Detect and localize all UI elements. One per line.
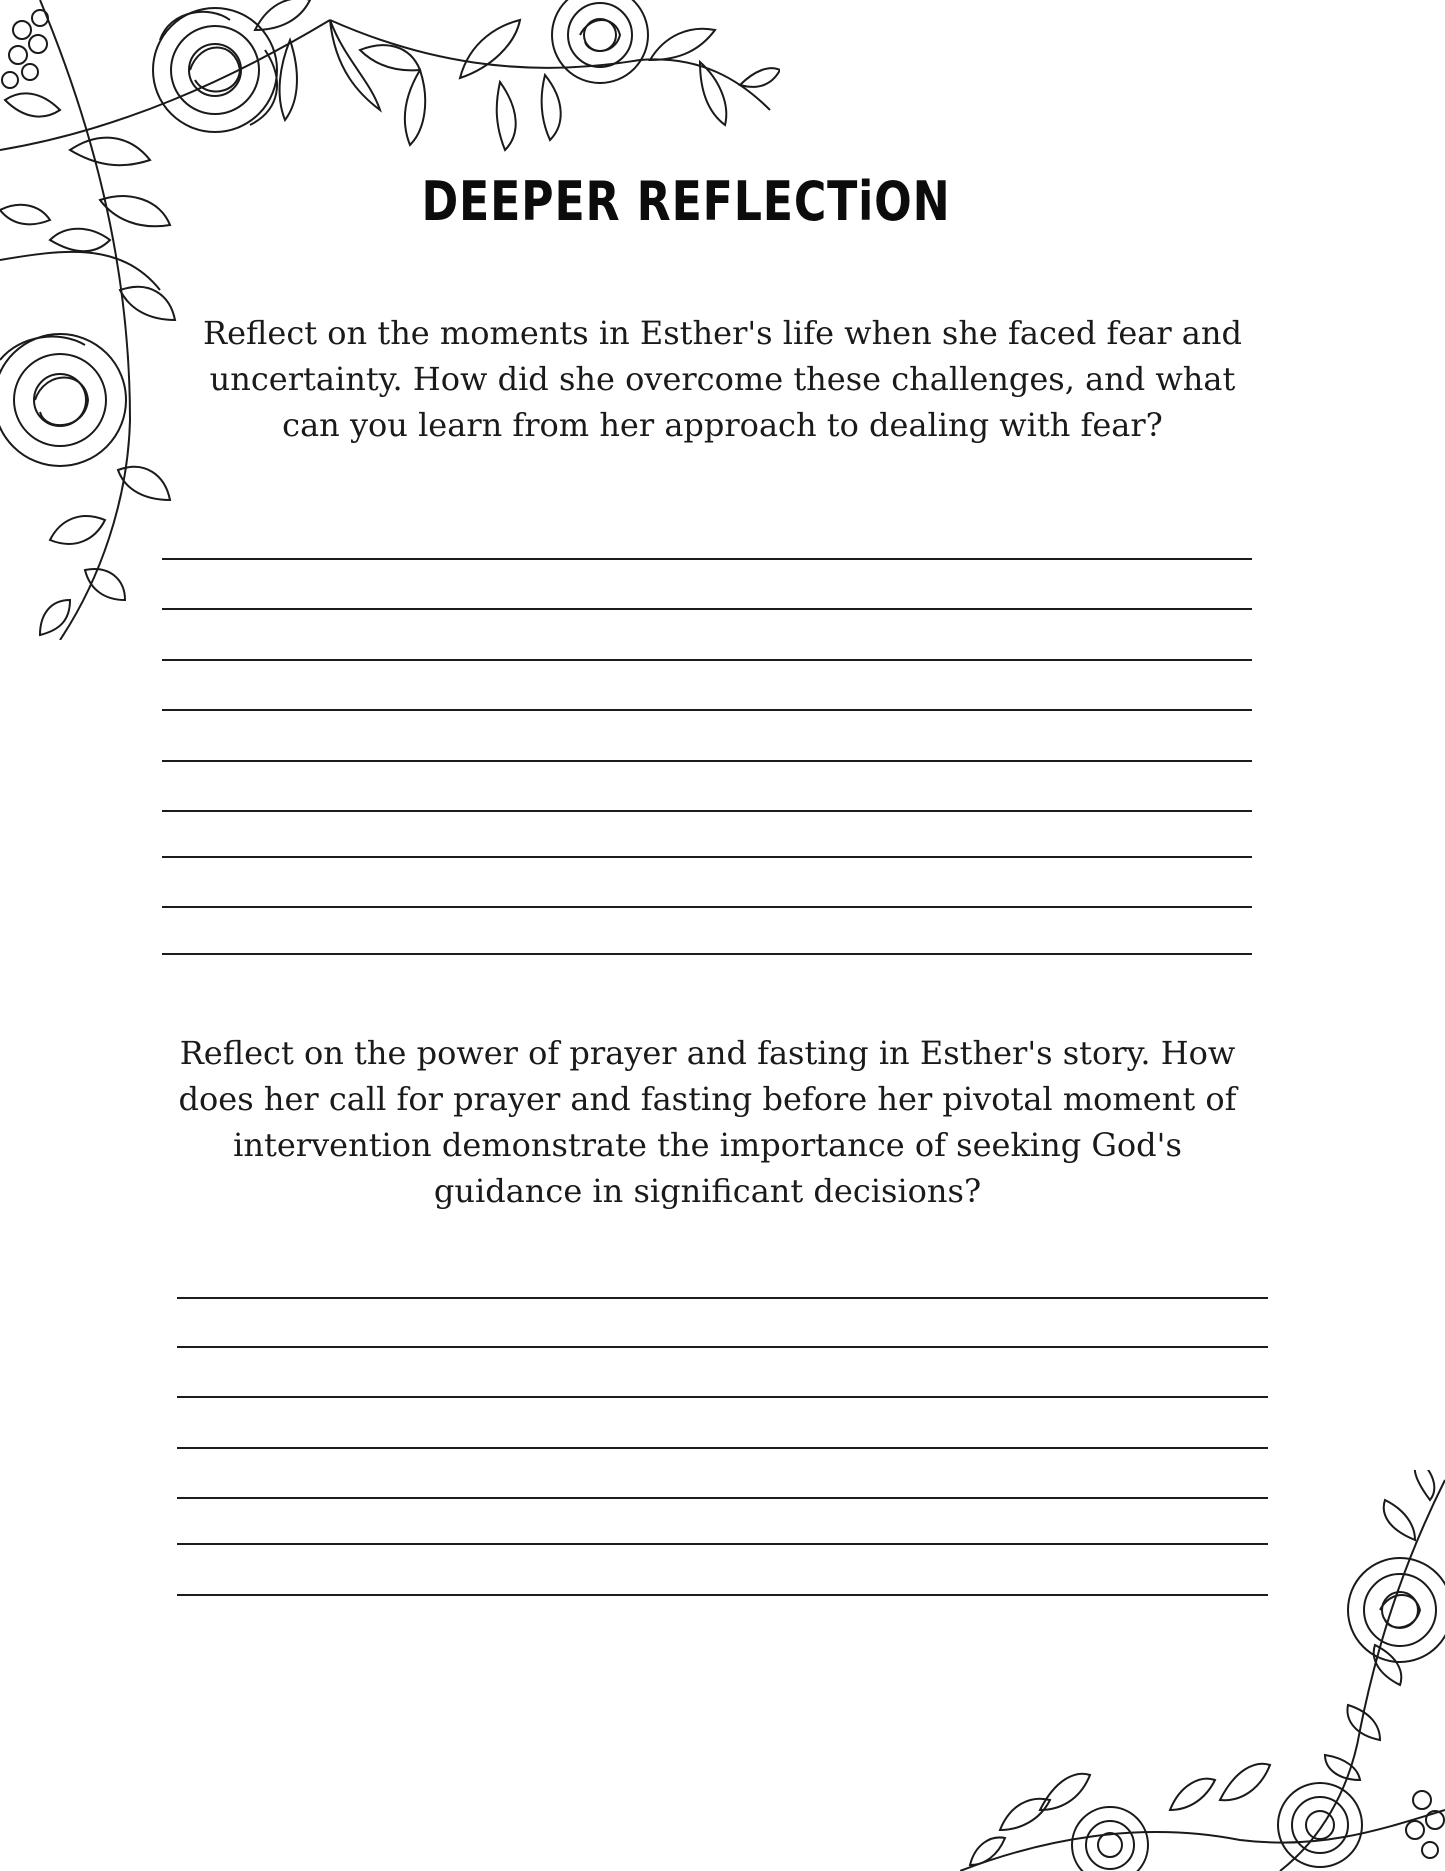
reflection-prompt-1: Reflect on the moments in Esther's life when she faced fear and uncertainty. How did she overcome these challenges, and what can you learn from her approach to dealing with fear?	[203, 314, 1242, 444]
writing-line	[162, 558, 1252, 560]
flower-cluster-icon	[1406, 1791, 1444, 1858]
writing-line	[162, 856, 1252, 858]
writing-line	[177, 1297, 1268, 1299]
rose-icon	[1348, 1558, 1445, 1662]
writing-line	[162, 709, 1252, 711]
writing-line	[162, 810, 1252, 812]
writing-lines-1	[162, 558, 1252, 958]
writing-line	[177, 1396, 1268, 1398]
leaves-icon	[255, 0, 780, 150]
writing-line	[162, 760, 1252, 762]
writing-line	[177, 1594, 1268, 1596]
writing-line	[162, 906, 1252, 908]
rose-icon	[1072, 1807, 1148, 1871]
rose-icon	[153, 8, 277, 132]
page-title: DEEPER REFLECTiON	[421, 170, 951, 233]
writing-lines-2	[177, 1297, 1268, 1597]
flower-cluster-icon	[2, 10, 48, 88]
writing-line	[162, 659, 1252, 661]
writing-line	[177, 1346, 1268, 1348]
writing-line	[162, 953, 1252, 955]
writing-line	[162, 608, 1252, 610]
writing-line	[177, 1543, 1268, 1545]
reflection-prompt-2: Reflect on the power of prayer and fasting in Esther's story. How does her call for prayer and fasting before her pivotal moment of intervention demonstrate the importance of seeking God's guidance in significant decisions?	[178, 1034, 1237, 1210]
rose-icon	[552, 0, 648, 83]
rose-icon	[0, 334, 126, 466]
writing-line	[177, 1447, 1268, 1449]
rose-icon	[1278, 1783, 1362, 1867]
writing-line	[177, 1497, 1268, 1499]
